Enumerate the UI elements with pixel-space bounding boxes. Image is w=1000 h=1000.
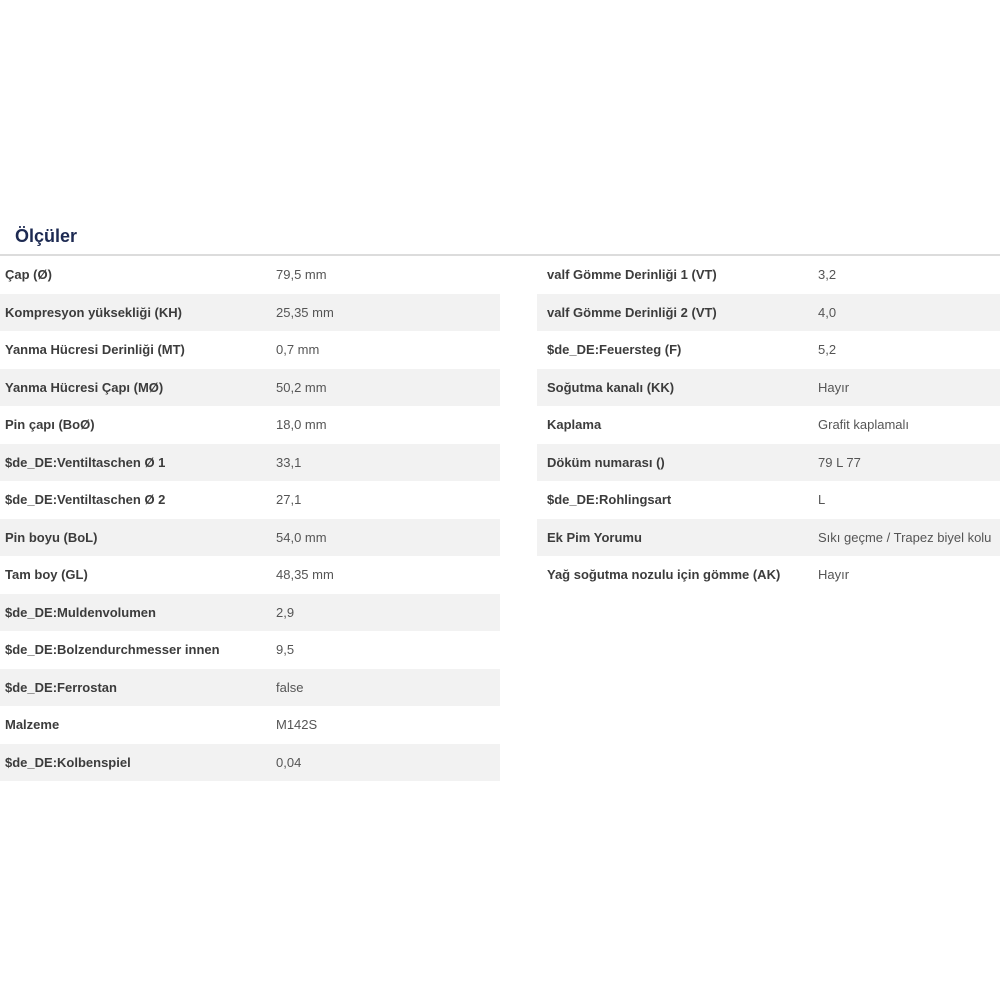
spec-label: valf Gömme Derinliği 2 (VT): [547, 304, 717, 320]
spec-value: Sıkı geçme / Trapez biyel kolu: [818, 529, 992, 545]
spec-row: [0, 594, 500, 632]
dimensions-section: [0, 218, 1000, 781]
spec-value: 48,35 mm: [276, 567, 334, 582]
spec-label: $de_DE:Ventiltaschen Ø 1: [5, 454, 166, 470]
spec-row: [0, 481, 500, 519]
spec-row: [537, 481, 1000, 519]
spec-label: Pin boyu (BoL): [5, 529, 98, 545]
spec-row: [0, 556, 500, 594]
spec-label: $de_DE:Bolzendurchmesser innen: [5, 642, 220, 657]
spec-row: [0, 406, 500, 444]
spec-label: Tam boy (GL): [5, 567, 88, 582]
spec-row: [537, 519, 1000, 557]
spec-row: [0, 669, 500, 707]
spec-value: 79,5 mm: [276, 267, 327, 282]
spec-label: $de_DE:Feuersteg (F): [547, 342, 682, 357]
spec-row: [537, 294, 1000, 332]
spec-value: Grafit kaplamalı: [818, 417, 910, 432]
spec-value: 2,9: [276, 604, 295, 620]
spec-label: Kompresyon yüksekliği (KH): [5, 304, 182, 320]
spec-row: [0, 444, 500, 482]
spec-label: Yağ soğutma nozulu için gömme (AK): [547, 567, 781, 582]
spec-label: Ek Pim Yorumu: [547, 529, 642, 545]
spec-value: 18,0 mm: [276, 417, 327, 432]
spec-label: valf Gömme Derinliği 1 (VT): [547, 267, 717, 282]
spec-label: $de_DE:Rohlingsart: [547, 492, 672, 507]
spec-label: Döküm numarası (): [547, 454, 665, 470]
spec-row: [537, 556, 1000, 594]
spec-row: [537, 369, 1000, 407]
spec-value: L: [818, 492, 826, 507]
spec-row: [537, 406, 1000, 444]
spec-value: 9,5: [276, 642, 295, 657]
spec-label: $de_DE:Muldenvolumen: [5, 604, 156, 620]
spec-label: Yanma Hücresi Çapı (MØ): [5, 379, 164, 395]
spec-label: $de_DE:Ferrostan: [5, 679, 117, 695]
spec-column-right: [500, 256, 1000, 781]
spec-value: M142S: [276, 717, 318, 732]
spec-row: [537, 256, 1000, 294]
spec-table: [0, 256, 1000, 781]
spec-value: 79 L 77: [818, 454, 861, 470]
spec-row: [0, 706, 500, 744]
spec-row: [0, 519, 500, 557]
spec-value: 0,7 mm: [276, 342, 320, 357]
spec-label: $de_DE:Kolbenspiel: [5, 754, 131, 770]
spec-row: [537, 444, 1000, 482]
spec-label: Soğutma kanalı (KK): [547, 379, 675, 395]
spec-row: [0, 294, 500, 332]
spec-value: false: [276, 679, 304, 695]
spec-value: Hayır: [818, 567, 850, 582]
spec-value: 25,35 mm: [276, 304, 334, 320]
spec-value: Hayır: [818, 379, 850, 395]
spec-value: 27,1: [276, 492, 302, 507]
spec-label: Kaplama: [547, 417, 602, 432]
spec-label: Çap (Ø): [5, 267, 52, 282]
spec-row: [0, 744, 500, 782]
spec-row: [0, 256, 500, 294]
spec-value: 3,2: [818, 267, 837, 282]
spec-value: 33,1: [276, 454, 302, 470]
section-title: Ölçüler: [0, 218, 1000, 256]
spec-row: [0, 331, 500, 369]
spec-label: Yanma Hücresi Derinliği (MT): [5, 342, 185, 357]
spec-label: $de_DE:Ventiltaschen Ø 2: [5, 492, 166, 507]
spec-value: 4,0: [818, 304, 837, 320]
spec-row: [0, 631, 500, 669]
spec-label: Pin çapı (BoØ): [5, 417, 95, 432]
spec-row: [0, 369, 500, 407]
spec-label: Malzeme: [5, 717, 60, 732]
spec-value: 50,2 mm: [276, 379, 327, 395]
spec-value: 54,0 mm: [276, 529, 327, 545]
spec-column-left: [0, 256, 500, 781]
spec-value: 5,2: [818, 342, 837, 357]
spec-value: 0,04: [276, 754, 302, 770]
spec-row: [537, 331, 1000, 369]
